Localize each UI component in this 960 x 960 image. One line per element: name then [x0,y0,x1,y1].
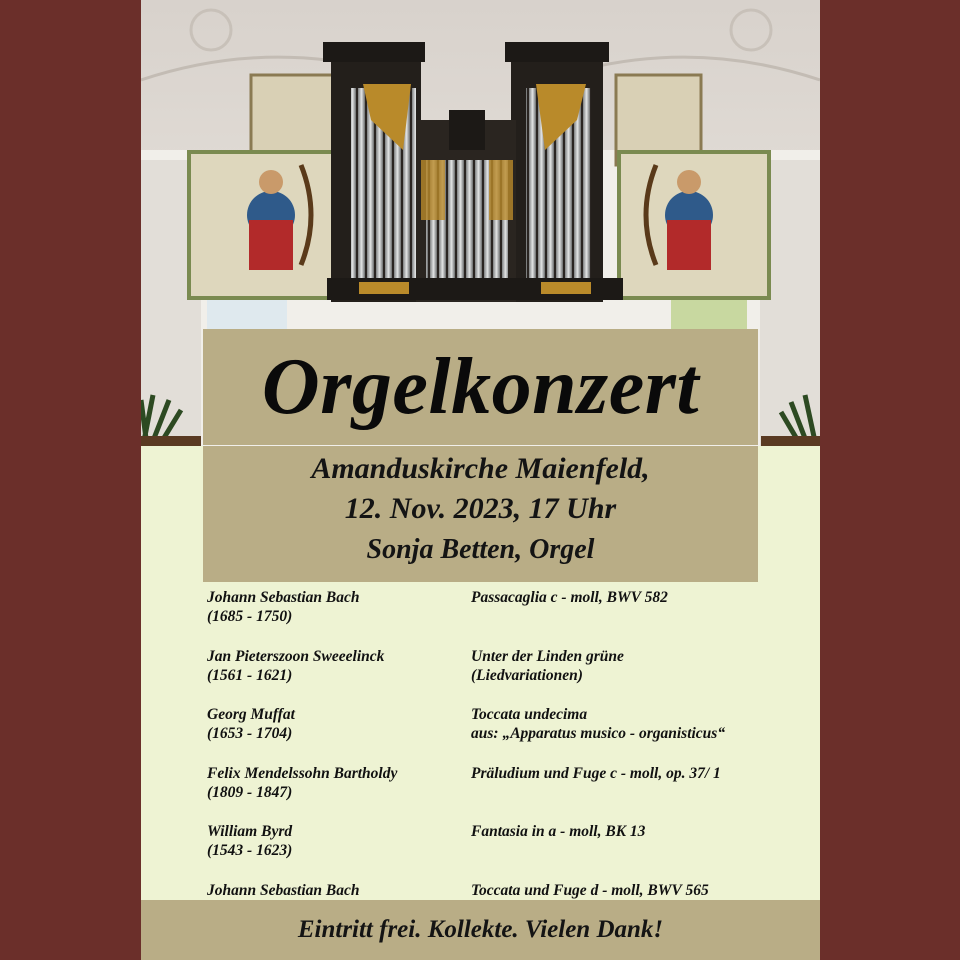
work-title: Fantasia in a - moll, BK 13 [471,823,646,841]
title-banner [203,329,758,445]
composer-years: (1653 - 1704) [207,725,293,743]
composer-name: Johann Sebastian Bach [207,589,360,606]
work-title: Toccata undecima [471,706,588,724]
composer-name: William Byrd [207,823,293,841]
work-title: Unter der Linden grüne [471,647,624,665]
composer-name: Georg Muffat [207,706,295,724]
poster [141,0,820,960]
composer-name: Johann Sebastian Bach [207,881,360,899]
work-cell [471,881,811,900]
composer-years: (1809 - 1847) [207,783,293,801]
program-item [207,764,807,823]
composer-cell [207,647,467,685]
work-title: Passacaglia c - moll, BWV 582 [471,589,668,606]
composer-cell [207,764,467,802]
work-cell [471,588,811,607]
work-cell [471,764,811,783]
composer-cell [207,588,467,626]
work-title: Toccata und Fuge d - moll, BWV 565 [471,881,709,899]
composer-name: Felix Mendelssohn Bartholdy [207,764,398,782]
program-item [207,647,807,706]
program-item [207,822,807,881]
concert-title: Orgelkonzert [261,342,700,431]
work-cell [471,822,811,841]
work-subtitle: (Liedvariationen) [471,666,583,684]
event-info-box [203,446,758,582]
footer-banner [141,900,820,960]
composer-years: (1685 - 1750) [207,608,293,625]
date-text: 12. Nov. 2023, 17 Uhr [344,492,617,525]
composer-cell [207,822,467,860]
program-item [207,588,807,647]
program-list [207,588,807,940]
work-cell [471,705,811,743]
program-item [207,705,807,764]
composer-years: (1561 - 1621) [207,666,293,684]
work-title: Präludium und Fuge c - moll, op. 37/ 1 [471,764,721,782]
composer-years: (1543 - 1623) [207,842,293,860]
composer-cell [207,705,467,743]
composer-cell [207,881,467,900]
footer-text: Eintritt frei. Kollekte. Vielen Dank! [297,916,664,943]
performer-text: Sonja Betten, Orgel [366,534,595,565]
composer-name: Jan Pieterszoon Sweeelinck [207,647,385,665]
work-subtitle: aus: „Apparatus musico - organisticus“ [471,725,726,743]
work-cell [471,647,811,685]
venue-text: Amanduskirche Maienfeld, [311,452,650,485]
